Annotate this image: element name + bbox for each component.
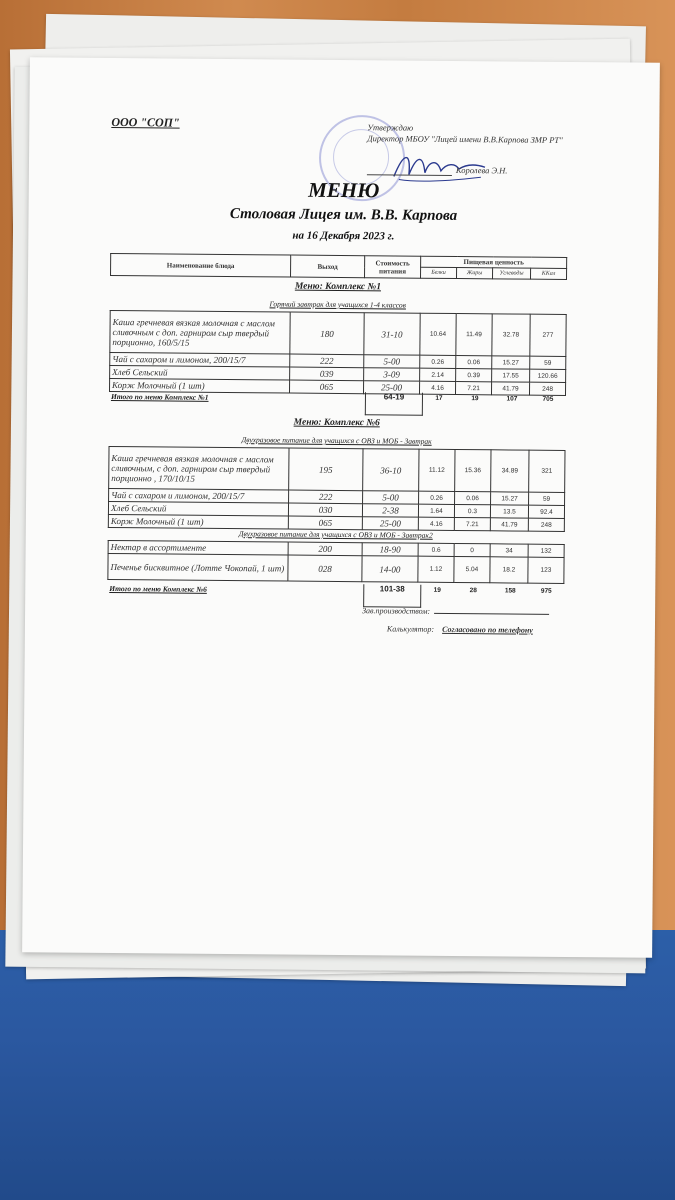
dish-name: Чай с сахаром и лимоном, 200/15/7 bbox=[109, 488, 289, 503]
dish-cost: 25-00 bbox=[363, 381, 419, 394]
dish-kcal: 59 bbox=[529, 492, 565, 505]
dish-carbs: 17.55 bbox=[492, 369, 530, 382]
menu6-total bbox=[107, 583, 563, 595]
total-proteins: 19 bbox=[433, 586, 441, 594]
dish-name: Нектар в ассортименте bbox=[108, 540, 288, 555]
dish-carbs: 32.78 bbox=[492, 314, 530, 356]
header-name: Наименование блюда bbox=[111, 253, 291, 277]
dish-fats: 0.3 bbox=[454, 504, 490, 517]
total-proteins: 17 bbox=[435, 394, 443, 402]
dish-output: 065 bbox=[288, 516, 362, 530]
dish-cost: 5-00 bbox=[363, 491, 419, 504]
calculator-value: Согласовано по телефону bbox=[442, 624, 533, 635]
dish-carbs: 15.27 bbox=[492, 356, 530, 369]
dish-name: Хлеб Сельский bbox=[108, 501, 288, 516]
production-signoff bbox=[362, 606, 549, 617]
dish-proteins: 0.26 bbox=[420, 355, 456, 368]
menu6-section-breakfast2: Двухразовое питание для учащихся с ОВЗ и МОБ - Завтрак2 bbox=[238, 529, 433, 540]
dish-carbs: 13.5 bbox=[490, 505, 528, 518]
dish-output: 030 bbox=[288, 503, 362, 517]
dish-cost: 36-10 bbox=[363, 449, 419, 491]
dish-fats: 7.21 bbox=[455, 381, 491, 394]
dish-kcal: 277 bbox=[530, 314, 566, 356]
approval-line: Директор МБОУ "Лицей имени В.В.Карпова ЗМР РТ" bbox=[367, 133, 563, 145]
dish-name: Каша гречневая вязкая молочная с маслом сливочным, с доп. гарниром сыр твердый порционно , 170/10/15 bbox=[109, 446, 289, 490]
dish-kcal: 120.66 bbox=[530, 369, 566, 382]
total-fats: 19 bbox=[471, 395, 479, 403]
dish-output: 222 bbox=[289, 490, 363, 504]
dish-proteins: 4.16 bbox=[418, 517, 454, 530]
dish-carbs: 34 bbox=[490, 544, 528, 557]
header-carbs: Углеводы bbox=[493, 268, 531, 279]
menu1-section: Горячий завтрак для учащихся 1-4 классов bbox=[269, 299, 407, 310]
dish-proteins: 1.64 bbox=[418, 504, 454, 517]
dish-cost: 14-00 bbox=[362, 556, 418, 582]
dish-proteins: 0.6 bbox=[418, 543, 454, 556]
menu-sheet bbox=[22, 57, 660, 957]
dish-output: 065 bbox=[289, 380, 363, 394]
dish-output: 028 bbox=[288, 555, 362, 582]
dish-cost: 5-00 bbox=[364, 355, 420, 368]
total-cost: 64-19 bbox=[365, 392, 423, 416]
menu6-heading: Меню: Комплекс №6 bbox=[293, 417, 380, 429]
dish-cost: 3-09 bbox=[364, 368, 420, 381]
dish-kcal: 248 bbox=[529, 382, 565, 395]
dish-carbs: 41.79 bbox=[490, 518, 528, 531]
calculator-label: Калькулятор: bbox=[386, 624, 435, 634]
page-title: МЕНЮ bbox=[308, 177, 380, 203]
header-kcal: ККал bbox=[530, 268, 566, 279]
dish-cost: 2-38 bbox=[362, 504, 418, 517]
dish-kcal: 321 bbox=[529, 450, 565, 492]
total-label: Итого по меню Комплекс №1 bbox=[110, 391, 209, 402]
dish-name: Корж Молочный (1 шт) bbox=[110, 378, 290, 393]
dish-kcal: 123 bbox=[528, 557, 564, 583]
dish-name: Чай с сахаром и лимоном, 200/15/7 bbox=[110, 352, 290, 367]
dish-output: 200 bbox=[288, 542, 362, 556]
header-proteins: Белки bbox=[421, 267, 457, 278]
dish-output: 180 bbox=[290, 312, 364, 355]
total-kcal: 975 bbox=[540, 587, 552, 595]
menu6-table-breakfast2 bbox=[107, 540, 564, 584]
dish-fats: 0.06 bbox=[456, 355, 492, 368]
signer-name: Королева Э.Н. bbox=[455, 164, 508, 176]
table-row bbox=[110, 310, 566, 356]
menu-date: на 16 Декабря 2023 г. bbox=[292, 229, 395, 243]
total-kcal: 705 bbox=[542, 395, 554, 403]
dish-carbs: 34.89 bbox=[491, 450, 529, 492]
header-output: Выход bbox=[291, 255, 365, 278]
dish-fats: 15.36 bbox=[455, 449, 491, 491]
header-fats: Жиры bbox=[457, 267, 493, 278]
dish-name: Хлеб Сельский bbox=[110, 365, 290, 380]
dish-cost: 18-90 bbox=[362, 543, 418, 556]
dish-output: 195 bbox=[289, 448, 363, 491]
dish-fats: 0 bbox=[454, 543, 490, 556]
header-nutrition: Пищевая ценность bbox=[421, 256, 567, 268]
dish-output: 039 bbox=[290, 367, 364, 381]
dish-cost: 31-10 bbox=[364, 313, 420, 355]
total-carbs: 158 bbox=[504, 587, 516, 595]
dish-fats: 11.49 bbox=[456, 313, 492, 355]
dish-proteins: 11.12 bbox=[419, 449, 455, 491]
dish-kcal: 132 bbox=[528, 544, 564, 557]
menu1-heading: Меню: Комплекс №1 bbox=[294, 281, 382, 293]
dish-proteins: 1.12 bbox=[418, 556, 454, 582]
page-subtitle: Столовая Лицея им. В.В. Карпова bbox=[229, 206, 458, 225]
signature-line bbox=[434, 613, 549, 615]
approval-line: Утверждаю bbox=[367, 122, 414, 133]
table-header bbox=[110, 253, 567, 280]
dish-output: 222 bbox=[290, 354, 364, 368]
total-cost: 101-38 bbox=[363, 584, 421, 608]
dish-cost: 25-00 bbox=[362, 517, 418, 530]
dish-carbs: 15.27 bbox=[491, 492, 529, 505]
menu6-section-breakfast: Двухразовое питание для учащихся с ОВЗ и МОБ - Завтрак bbox=[241, 435, 432, 446]
dish-fats: 5.04 bbox=[454, 556, 490, 582]
dish-carbs: 41.79 bbox=[491, 382, 529, 395]
dish-fats: 0.39 bbox=[456, 368, 492, 381]
menu1-table bbox=[109, 310, 567, 396]
table-row bbox=[109, 446, 565, 492]
dish-kcal: 59 bbox=[530, 356, 566, 369]
dish-name: Каша гречневая вязкая молочная с маслом сливочным с доп. гарниром сыр твердый порционно, 160/5/15 bbox=[110, 310, 290, 354]
dish-fats: 7.21 bbox=[454, 517, 490, 530]
production-label: Зав.производством: bbox=[362, 606, 431, 616]
table-row bbox=[108, 553, 564, 583]
dish-carbs: 18.2 bbox=[490, 557, 528, 583]
dish-name: Корж Молочный (1 шт) bbox=[108, 514, 288, 529]
dish-kcal: 92.4 bbox=[528, 505, 564, 518]
menu6-table-breakfast bbox=[108, 446, 566, 532]
dish-proteins: 2.14 bbox=[420, 368, 456, 381]
total-fats: 28 bbox=[469, 587, 477, 595]
organization-name: ООО "СОП" bbox=[111, 114, 180, 130]
total-carbs: 107 bbox=[506, 395, 518, 403]
total-label: Итого по меню Комплекс №6 bbox=[109, 583, 207, 594]
calculator-signoff bbox=[387, 624, 533, 634]
dish-kcal: 248 bbox=[528, 518, 564, 531]
dish-proteins: 10.64 bbox=[420, 313, 456, 355]
dish-fats: 0.06 bbox=[455, 491, 491, 504]
header-cost: Стоимость питания bbox=[365, 256, 421, 278]
approval-block bbox=[367, 122, 587, 146]
dish-proteins: 4.16 bbox=[419, 381, 455, 394]
dish-proteins: 0.26 bbox=[419, 491, 455, 504]
dish-name: Печенье бисквитное (Лотте Чокопай, 1 шт) bbox=[108, 553, 288, 581]
